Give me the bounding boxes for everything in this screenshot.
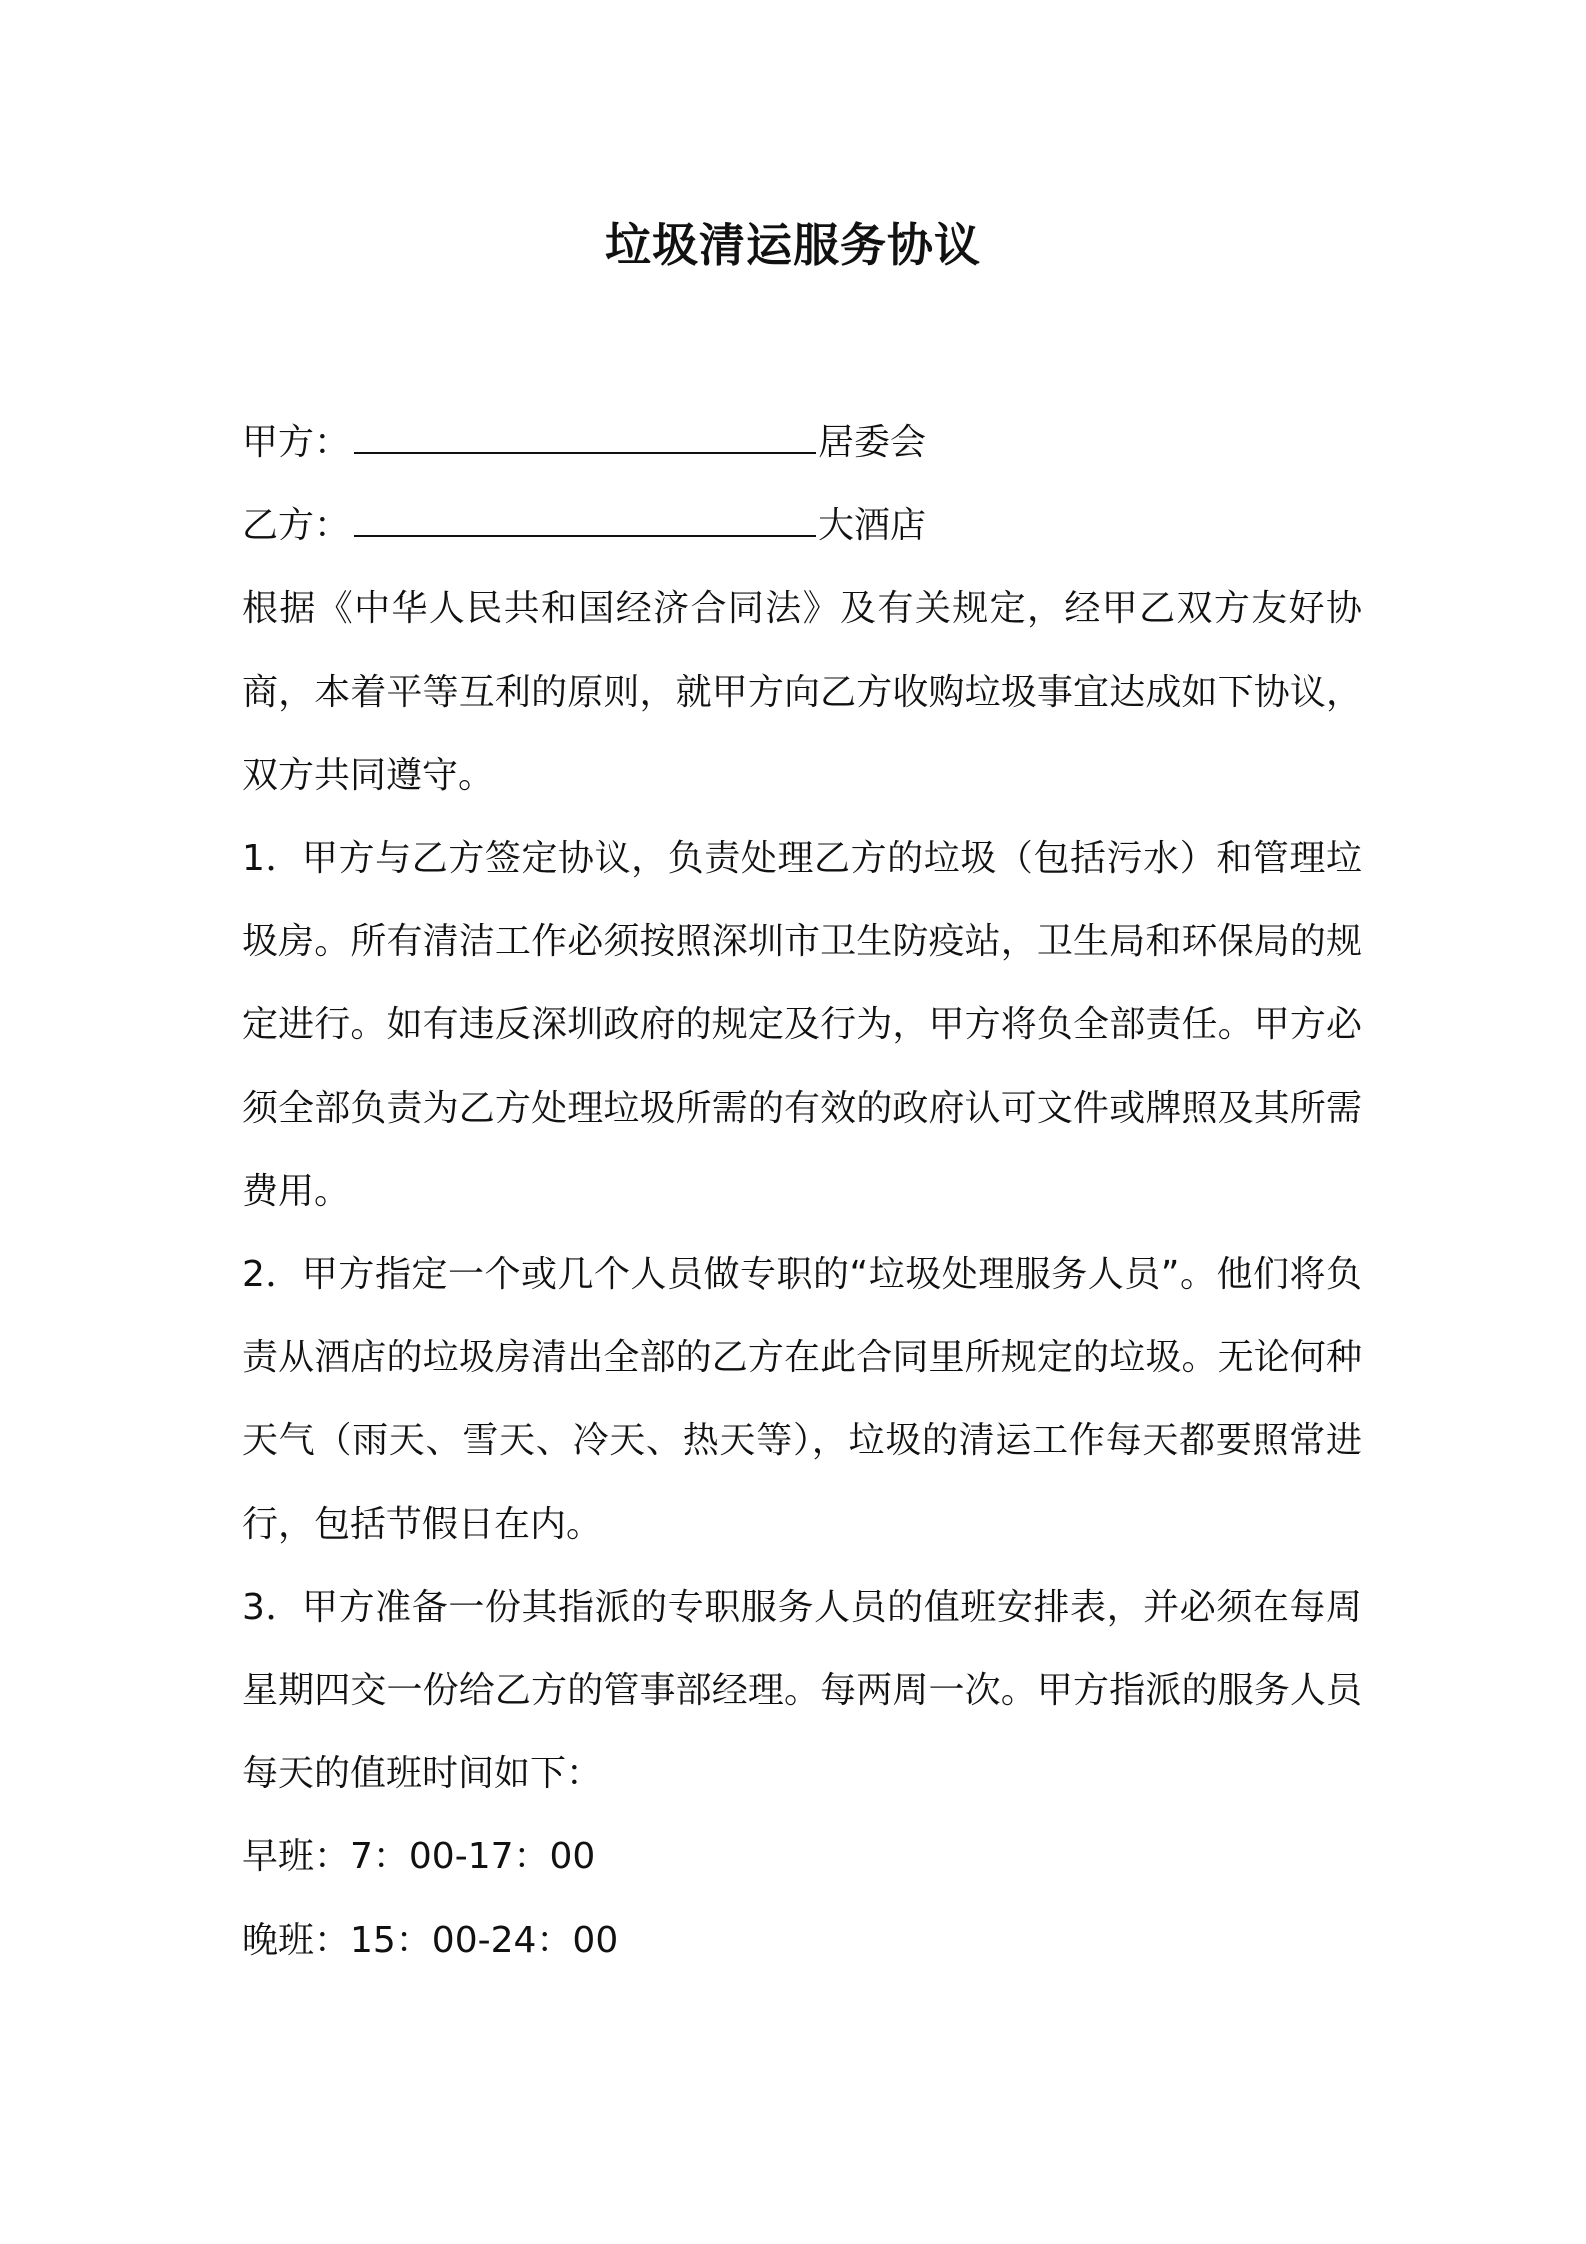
clause-1: 1．甲方与乙方签定协议，负责处理乙方的垃圾（包括污水）和管理垃圾房。所有清洁工作必须按照深圳市卫生防疫站，卫生局和环保局的规定进行。如有违反深圳政府的规定及行为，甲方将负全部责任。甲方必须全部负责为乙方处理垃圾所需的有效的政府认可文件或牌照及其所需费用。 — [242, 837, 1362, 1212]
party-a-line — [242, 401, 1362, 484]
clause-2: 2．甲方指定一个或几个人员做专职的“垃圾处理服务人员”。他们将负责从酒店的垃圾房清出全部的乙方在此合同里所规定的垃圾。无论何种天气（雨天、雪天、冷天、热天等），垃圾的清运工作每天都要照常进行，包括节假日在内。 — [242, 1254, 1362, 1545]
document-body — [242, 401, 1362, 1982]
party-b-line — [242, 484, 1362, 567]
party-b-suffix: 大酒店 — [818, 505, 927, 547]
preamble-paragraph: 根据《中华人民共和国经济合同法》及有关规定，经甲乙双方友好协商，本着平等互利的原则，就甲方向乙方收购垃圾事宜达成如下协议，双方共同遵守。 — [242, 588, 1362, 796]
clause-3: 3．甲方准备一份其指派的专职服务人员的值班安排表，并必须在每周星期四交一份给乙方的管事部经理。每两周一次。甲方指派的服务人员每天的值班时间如下： — [242, 1586, 1362, 1795]
shift-evening: 晚班：15：00-24：00 — [242, 1919, 619, 1961]
party-a-suffix: 居委会 — [818, 422, 927, 463]
party-b-blank — [354, 501, 816, 537]
document-title: 垃圾清运服务协议 — [605, 218, 981, 272]
shift-morning: 早班：7：00-17：00 — [242, 1836, 596, 1878]
party-a-label: 甲方： — [242, 422, 351, 463]
party-a-blank — [354, 418, 816, 454]
party-b-label: 乙方： — [242, 505, 351, 547]
